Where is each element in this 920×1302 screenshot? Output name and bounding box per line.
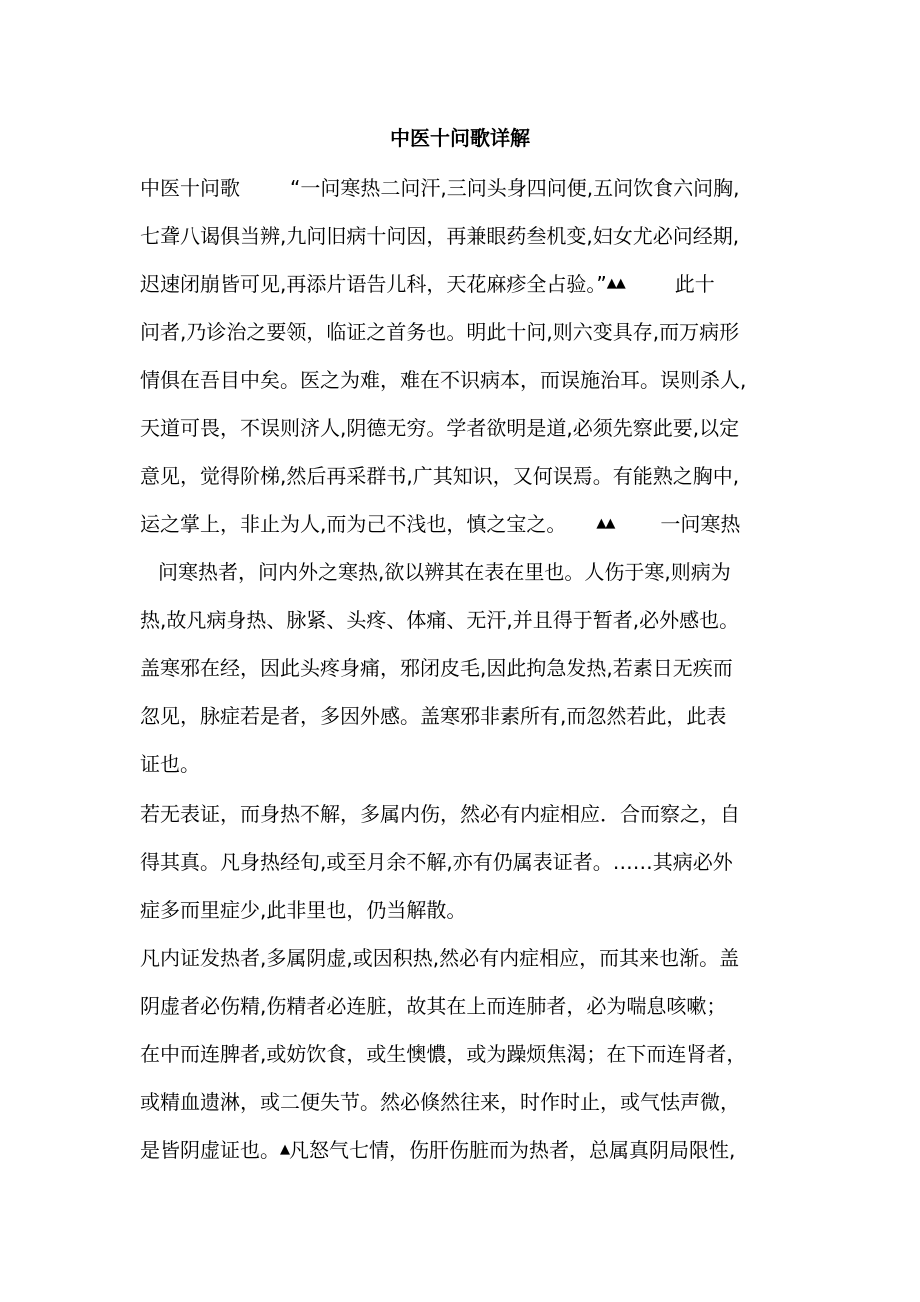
text-line-12: 忽见，脉症若是者，多因外感。盖寒邪非素所有,而忽然若此，此表 [140, 704, 727, 728]
text-line-20: 或精血遗淋，或二便失节。然必倏然往来，时作时止，或气怯声微， [140, 1090, 740, 1114]
text-line-10: 热,故凡病身热、脉紧、头疼、体痛、无汗,并且得于暂者,必外感也。 [140, 608, 740, 632]
text-line-1 [140, 174, 739, 202]
text-line-11: 盖寒邪在经，因此头疼身痛，邪闭皮毛,因此拘急发热,若素日无疾而 [140, 656, 733, 680]
section-heading: 一问寒热 [660, 512, 741, 536]
text-line-21 [140, 1136, 735, 1164]
paragraph-end: 是皆阴虚证也。 [140, 1138, 280, 1162]
text-line-9: 问寒热者，问内外之寒热,欲以辨其在表在里也。人伤于寒,则病为 [158, 560, 731, 584]
song-verse-end: 迟速闭崩皆可见,再添片语告儿科，天花麻疹全占验。” [140, 272, 607, 296]
text-line-18: 阴虚者必伤精,伤精者必连脏，故其在上而连肺者，必为喘息咳嗽； [140, 994, 727, 1018]
paragraph-start: 此十 [674, 272, 715, 296]
text-line-15: 得其真。凡身热经旬,或至月余不解,亦有仍属表证者。……其病必外 [140, 850, 733, 874]
text-line-17: 凡内证发热者,多属阴虚,或因积热,然必有内症相应，而其来也渐。盖 [140, 946, 740, 970]
triangle-mark-icon: ▲ [280, 1142, 289, 1157]
paragraph-end: 运之掌上，非止为人,而为己不浅也，慎之宝之。 [140, 512, 567, 536]
triangle-mark-icon: ▲▲ [596, 516, 615, 531]
text-line-3 [140, 270, 715, 298]
text-line-6: 天道可畏，不误则济人,阴德无穷。学者欲明是道,必须先察此要,以定 [140, 416, 740, 440]
text-line-14: 若无表证，而身热不解，多属内伤，然必有内症相应．合而察之，自 [140, 802, 740, 826]
text-line-19: 在中而连脾者,或妨饮食，或生懊憹，或为躁烦焦渴；在下而连肾者， [140, 1042, 747, 1066]
text-line-7: 意见，觉得阶梯,然后再采群书,广其知识，又何误焉。有能熟之胸中, [140, 464, 740, 488]
song-verse: “一问寒热二问汗,三问头身四问便,五问饮食六问胸, [290, 176, 740, 200]
text-line-13: 证也。 [140, 752, 200, 776]
text-line-5: 情俱在吾目中矣。医之为难，难在不识病本，而误施治耳。误则杀人, [140, 368, 747, 392]
paragraph-start: 凡怒气七情，伤肝伤脏而为热者，总属真阴局限性, [289, 1138, 736, 1162]
text-line-16: 症多而里症少,此非里也，仍当解散。 [140, 898, 467, 922]
triangle-mark-icon: ▲▲ [606, 276, 625, 291]
text-line-8 [140, 510, 740, 538]
text-line-4: 问者,乃诊治之要领，临证之首务也。明此十问,则六变具存,而万病形 [140, 320, 740, 344]
text-line-2: 七聋八谒俱当辨,九问旧病十问因，再兼眼药叁机变,妇女尤必问经期, [140, 224, 740, 248]
page-title: 中医十问歌详解 [390, 126, 530, 150]
song-label: 中医十问歌 [140, 176, 240, 200]
